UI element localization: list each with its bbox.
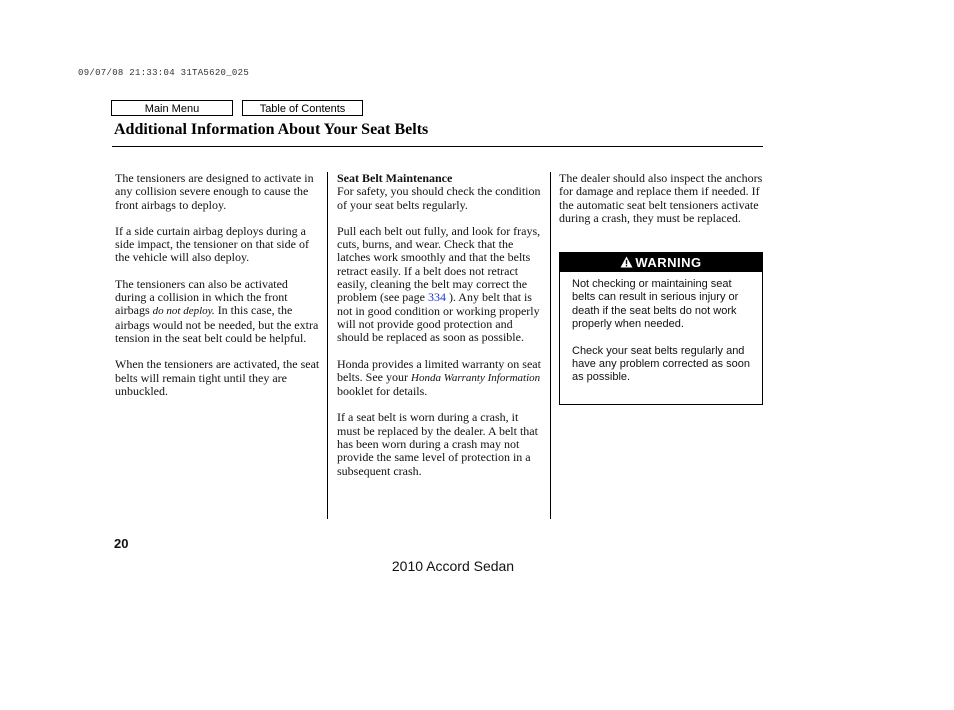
text: ). Any belt that is not in good condition or working properly will not provide good protection and should be replaced as soon as possible. bbox=[337, 290, 540, 345]
warning-text: Check your seat belts regularly and have any problem corrected as soon as possible. bbox=[572, 344, 750, 384]
warning-triangle-icon bbox=[620, 256, 633, 268]
paragraph: The tensioners are designed to activate in any collision severe enough to cause the front airbags to deploy. bbox=[115, 171, 314, 212]
paragraph: If a side curtain airbag deploys during a side impact, the tensioner on that side of the vehicle will also deploy. bbox=[115, 223, 309, 265]
warning-body bbox=[560, 272, 762, 385]
page-number: 20 bbox=[114, 536, 129, 551]
page-link[interactable]: 334 bbox=[427, 290, 446, 305]
main-menu-button[interactable]: Main Menu bbox=[111, 100, 233, 116]
paragraph: When the tensioners are activated, the seat belts will remain tight until they are unbuckled. bbox=[115, 357, 320, 398]
italic-text: do not deploy. bbox=[152, 305, 215, 318]
paragraph: If a seat belt is worn during a crash, it must be replaced by the dealer. A belt that has been worn during a crash may not provide the same level of protection in a subsequent crash. bbox=[337, 410, 538, 478]
table-of-contents-button[interactable]: Table of Contents bbox=[242, 100, 363, 116]
paragraph bbox=[337, 225, 544, 345]
warning-box bbox=[559, 252, 763, 405]
paragraph bbox=[337, 358, 544, 399]
column-1 bbox=[115, 172, 320, 411]
text: Honda provides a limited warranty on seat belts. See your bbox=[337, 356, 541, 384]
text: The tensioners can also be activated during a collision in which the front airbags bbox=[115, 276, 288, 318]
column-divider bbox=[327, 172, 328, 519]
paragraph: For safety, you should check the condition of your seat belts regularly. bbox=[337, 184, 541, 212]
paragraph: The dealer should also inspect the anchors for damage and replace them if needed. If the automatic seat belt tensioners activate during a crash, they must be replaced. bbox=[559, 171, 763, 225]
footer-title: 2010 Accord Sedan bbox=[391, 558, 515, 574]
warning-label: WARNING bbox=[635, 255, 702, 270]
text: Pull each belt out fully, and look for frays, cuts, burns, and wear. Check that the latches work smoothly and that the belts retract easily. If a belt does not retract easily, cleaning the belt may correct the problem (see page bbox=[337, 223, 541, 305]
paragraph bbox=[115, 278, 320, 345]
section-heading: Seat Belt Maintenance bbox=[337, 171, 453, 185]
title-rule bbox=[112, 146, 763, 147]
text: In this case, the airbags would not be needed, but the extra tension in the seat belt could be helpful. bbox=[115, 303, 319, 345]
print-stamp: 09/07/08 21:33:04 31TA5620_025 bbox=[78, 68, 250, 78]
column-divider bbox=[550, 172, 551, 519]
column-3 bbox=[559, 172, 763, 238]
warning-header bbox=[560, 253, 762, 272]
page-title: Additional Information About Your Seat Belts bbox=[114, 121, 429, 138]
column-2 bbox=[337, 172, 544, 491]
warning-text: Not checking or maintaining seat belts can result in serious injury or death if the seat belts do not work properly when needed. bbox=[572, 278, 739, 331]
text: booklet for details. bbox=[337, 384, 428, 399]
italic-text: Honda Warranty Information bbox=[411, 371, 541, 384]
